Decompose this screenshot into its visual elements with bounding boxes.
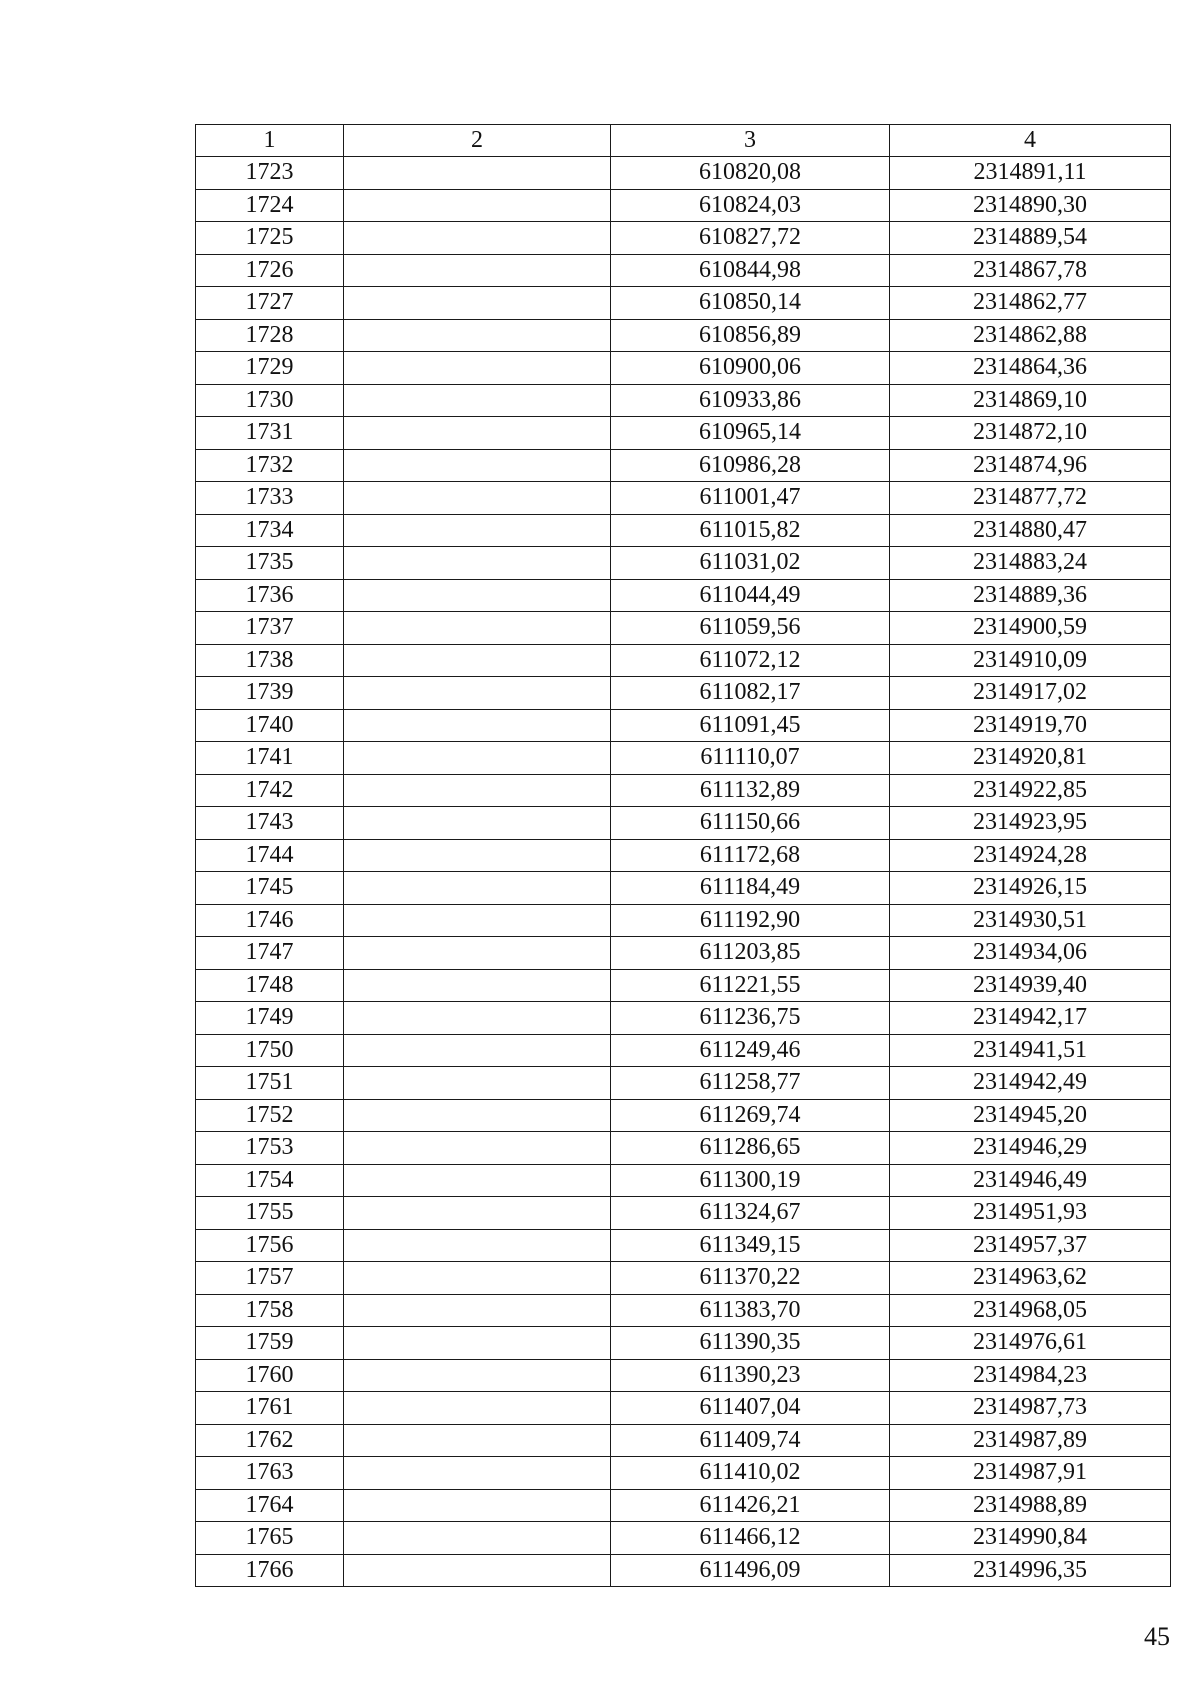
table-row [196,1002,1171,1035]
table-row [196,189,1171,222]
column-2-cell [344,547,611,580]
table-row [196,1392,1171,1425]
coordinate-x-cell: 611110,07 [611,742,890,775]
coordinate-x-cell: 610824,03 [611,189,890,222]
coordinate-y-cell: 2314942,49 [890,1067,1171,1100]
column-2-cell [344,1457,611,1490]
column-2-cell [344,514,611,547]
point-number-cell: 1723 [196,157,344,190]
coordinate-x-cell: 611390,35 [611,1327,890,1360]
table-row [196,677,1171,710]
table-row [196,514,1171,547]
coordinate-x-cell: 611409,74 [611,1424,890,1457]
point-number-cell: 1749 [196,1002,344,1035]
coordinate-y-cell: 2314941,51 [890,1034,1171,1067]
table-row [196,384,1171,417]
table-row [196,872,1171,905]
table-row [196,319,1171,352]
table-row [196,1229,1171,1262]
point-number-cell: 1730 [196,384,344,417]
column-2-cell [344,807,611,840]
column-2-cell [344,709,611,742]
point-number-cell: 1759 [196,1327,344,1360]
table-row [196,287,1171,320]
column-2-cell [344,839,611,872]
coordinate-y-cell: 2314996,35 [890,1554,1171,1587]
coordinate-y-cell: 2314890,30 [890,189,1171,222]
coordinate-x-cell: 611370,22 [611,1262,890,1295]
point-number-cell: 1743 [196,807,344,840]
column-2-cell [344,1327,611,1360]
point-number-cell: 1725 [196,222,344,255]
coordinate-x-cell: 611184,49 [611,872,890,905]
coordinate-x-cell: 611286,65 [611,1132,890,1165]
column-2-cell [344,1034,611,1067]
point-number-cell: 1733 [196,482,344,515]
coordinate-y-cell: 2314880,47 [890,514,1171,547]
table-body [196,157,1171,1587]
point-number-cell: 1724 [196,189,344,222]
column-2-cell [344,1489,611,1522]
coordinate-y-cell: 2314987,73 [890,1392,1171,1425]
point-number-cell: 1735 [196,547,344,580]
point-number-cell: 1727 [196,287,344,320]
coordinate-x-cell: 611031,02 [611,547,890,580]
column-2-cell [344,1099,611,1132]
column-2-cell [344,1132,611,1165]
point-number-cell: 1739 [196,677,344,710]
column-2-cell [344,904,611,937]
column-2-cell [344,1522,611,1555]
coordinate-y-cell: 2314869,10 [890,384,1171,417]
coordinate-y-cell: 2314883,24 [890,547,1171,580]
point-number-cell: 1748 [196,969,344,1002]
coordinate-x-cell: 610900,06 [611,352,890,385]
table-row [196,157,1171,190]
table-row [196,612,1171,645]
coordinate-y-cell: 2314862,77 [890,287,1171,320]
coordinates-table [195,124,1171,1587]
table-row [196,254,1171,287]
table-row [196,1099,1171,1132]
point-number-cell: 1762 [196,1424,344,1457]
table-row [196,774,1171,807]
coordinate-y-cell: 2314946,49 [890,1164,1171,1197]
table-row [196,1034,1171,1067]
coordinate-y-cell: 2314889,54 [890,222,1171,255]
coordinate-y-cell: 2314889,36 [890,579,1171,612]
column-2-cell [344,319,611,352]
coordinate-y-cell: 2314988,89 [890,1489,1171,1522]
point-number-cell: 1765 [196,1522,344,1555]
coordinate-x-cell: 611044,49 [611,579,890,612]
column-2-cell [344,644,611,677]
column-header-4: 4 [890,125,1171,157]
coordinate-x-cell: 611390,23 [611,1359,890,1392]
table-row [196,1164,1171,1197]
column-2-cell [344,287,611,320]
column-2-cell [344,1262,611,1295]
coordinate-y-cell: 2314926,15 [890,872,1171,905]
coordinate-y-cell: 2314922,85 [890,774,1171,807]
coordinate-x-cell: 610933,86 [611,384,890,417]
point-number-cell: 1747 [196,937,344,970]
point-number-cell: 1736 [196,579,344,612]
coordinate-x-cell: 611072,12 [611,644,890,677]
coordinate-x-cell: 611091,45 [611,709,890,742]
point-number-cell: 1741 [196,742,344,775]
coordinate-y-cell: 2314930,51 [890,904,1171,937]
column-2-cell [344,774,611,807]
coordinate-x-cell: 611236,75 [611,1002,890,1035]
column-header-1: 1 [196,125,344,157]
coordinate-x-cell: 611150,66 [611,807,890,840]
coordinate-x-cell: 610856,89 [611,319,890,352]
coordinate-y-cell: 2314923,95 [890,807,1171,840]
page-number: 45 [1144,1622,1170,1651]
coordinate-y-cell: 2314968,05 [890,1294,1171,1327]
point-number-cell: 1766 [196,1554,344,1587]
coordinate-x-cell: 611410,02 [611,1457,890,1490]
table-row [196,839,1171,872]
coordinate-y-cell: 2314934,06 [890,937,1171,970]
coordinate-y-cell: 2314984,23 [890,1359,1171,1392]
point-number-cell: 1755 [196,1197,344,1230]
point-number-cell: 1763 [196,1457,344,1490]
column-2-cell [344,1294,611,1327]
point-number-cell: 1731 [196,417,344,450]
coordinate-x-cell: 611082,17 [611,677,890,710]
point-number-cell: 1751 [196,1067,344,1100]
column-header-2: 2 [344,125,611,157]
table-row [196,1424,1171,1457]
coordinate-y-cell: 2314872,10 [890,417,1171,450]
coordinate-y-cell: 2314920,81 [890,742,1171,775]
point-number-cell: 1761 [196,1392,344,1425]
table-row [196,1067,1171,1100]
table-row [196,222,1171,255]
coordinate-x-cell: 611383,70 [611,1294,890,1327]
column-2-cell [344,417,611,450]
table-row [196,709,1171,742]
point-number-cell: 1764 [196,1489,344,1522]
table-row [196,417,1171,450]
coordinate-y-cell: 2314924,28 [890,839,1171,872]
coordinate-x-cell: 611015,82 [611,514,890,547]
coordinate-x-cell: 611249,46 [611,1034,890,1067]
coordinate-x-cell: 610850,14 [611,287,890,320]
column-2-cell [344,1392,611,1425]
point-number-cell: 1726 [196,254,344,287]
point-number-cell: 1750 [196,1034,344,1067]
table-row [196,644,1171,677]
table-row [196,1554,1171,1587]
table-row [196,904,1171,937]
point-number-cell: 1737 [196,612,344,645]
coordinate-y-cell: 2314976,61 [890,1327,1171,1360]
coordinate-x-cell: 611172,68 [611,839,890,872]
column-2-cell [344,1359,611,1392]
point-number-cell: 1738 [196,644,344,677]
column-2-cell [344,677,611,710]
coordinate-y-cell: 2314990,84 [890,1522,1171,1555]
column-2-cell [344,222,611,255]
table-row [196,742,1171,775]
coordinate-x-cell: 611324,67 [611,1197,890,1230]
column-2-cell [344,1424,611,1457]
coordinate-y-cell: 2314987,89 [890,1424,1171,1457]
column-2-cell [344,937,611,970]
point-number-cell: 1744 [196,839,344,872]
coordinate-y-cell: 2314919,70 [890,709,1171,742]
point-number-cell: 1754 [196,1164,344,1197]
table-row [196,969,1171,1002]
column-2-cell [344,1164,611,1197]
point-number-cell: 1732 [196,449,344,482]
table-row [196,937,1171,970]
table-header-row [196,125,1171,157]
coordinate-y-cell: 2314951,93 [890,1197,1171,1230]
table-row [196,1294,1171,1327]
coordinate-x-cell: 611407,04 [611,1392,890,1425]
coordinate-y-cell: 2314874,96 [890,449,1171,482]
coordinate-x-cell: 611001,47 [611,482,890,515]
coordinate-y-cell: 2314939,40 [890,969,1171,1002]
table-row [196,1262,1171,1295]
coordinate-x-cell: 611221,55 [611,969,890,1002]
column-2-cell [344,482,611,515]
coordinate-x-cell: 611132,89 [611,774,890,807]
coordinate-y-cell: 2314917,02 [890,677,1171,710]
column-2-cell [344,969,611,1002]
coordinate-y-cell: 2314910,09 [890,644,1171,677]
point-number-cell: 1757 [196,1262,344,1295]
coordinate-x-cell: 610965,14 [611,417,890,450]
coordinate-y-cell: 2314877,72 [890,482,1171,515]
table-row [196,579,1171,612]
point-number-cell: 1729 [196,352,344,385]
point-number-cell: 1760 [196,1359,344,1392]
coordinate-x-cell: 611192,90 [611,904,890,937]
coordinate-y-cell: 2314957,37 [890,1229,1171,1262]
coordinate-x-cell: 611496,09 [611,1554,890,1587]
column-2-cell [344,1554,611,1587]
table-row [196,482,1171,515]
coordinate-x-cell: 610986,28 [611,449,890,482]
column-2-cell [344,1067,611,1100]
table-row [196,449,1171,482]
coordinate-y-cell: 2314891,11 [890,157,1171,190]
coordinate-y-cell: 2314946,29 [890,1132,1171,1165]
coordinate-y-cell: 2314963,62 [890,1262,1171,1295]
table-row [196,1359,1171,1392]
coordinate-x-cell: 611269,74 [611,1099,890,1132]
point-number-cell: 1752 [196,1099,344,1132]
point-number-cell: 1740 [196,709,344,742]
coordinate-x-cell: 611426,21 [611,1489,890,1522]
column-2-cell [344,189,611,222]
point-number-cell: 1734 [196,514,344,547]
coordinate-x-cell: 611300,19 [611,1164,890,1197]
coordinate-x-cell: 611258,77 [611,1067,890,1100]
table-row [196,547,1171,580]
column-2-cell [344,352,611,385]
coordinate-y-cell: 2314900,59 [890,612,1171,645]
coordinate-y-cell: 2314945,20 [890,1099,1171,1132]
table-row [196,1327,1171,1360]
coordinate-y-cell: 2314862,88 [890,319,1171,352]
point-number-cell: 1758 [196,1294,344,1327]
table-row [196,1489,1171,1522]
column-2-cell [344,1002,611,1035]
point-number-cell: 1746 [196,904,344,937]
coordinate-x-cell: 610820,08 [611,157,890,190]
coordinate-y-cell: 2314942,17 [890,1002,1171,1035]
coordinate-y-cell: 2314864,36 [890,352,1171,385]
column-header-3: 3 [611,125,890,157]
table-row [196,1457,1171,1490]
column-2-cell [344,1197,611,1230]
table-row [196,1132,1171,1165]
point-number-cell: 1756 [196,1229,344,1262]
coordinate-x-cell: 611059,56 [611,612,890,645]
point-number-cell: 1742 [196,774,344,807]
table-row [196,1522,1171,1555]
coordinate-x-cell: 611349,15 [611,1229,890,1262]
coordinate-x-cell: 610827,72 [611,222,890,255]
column-2-cell [344,742,611,775]
column-2-cell [344,449,611,482]
point-number-cell: 1728 [196,319,344,352]
column-2-cell [344,254,611,287]
table-row [196,807,1171,840]
column-2-cell [344,872,611,905]
table-row [196,352,1171,385]
point-number-cell: 1753 [196,1132,344,1165]
point-number-cell: 1745 [196,872,344,905]
column-2-cell [344,157,611,190]
column-2-cell [344,612,611,645]
table-row [196,1197,1171,1230]
column-2-cell [344,1229,611,1262]
column-2-cell [344,384,611,417]
coordinate-x-cell: 611203,85 [611,937,890,970]
coordinate-x-cell: 611466,12 [611,1522,890,1555]
coordinate-y-cell: 2314867,78 [890,254,1171,287]
column-2-cell [344,579,611,612]
coordinate-x-cell: 610844,98 [611,254,890,287]
coordinate-y-cell: 2314987,91 [890,1457,1171,1490]
